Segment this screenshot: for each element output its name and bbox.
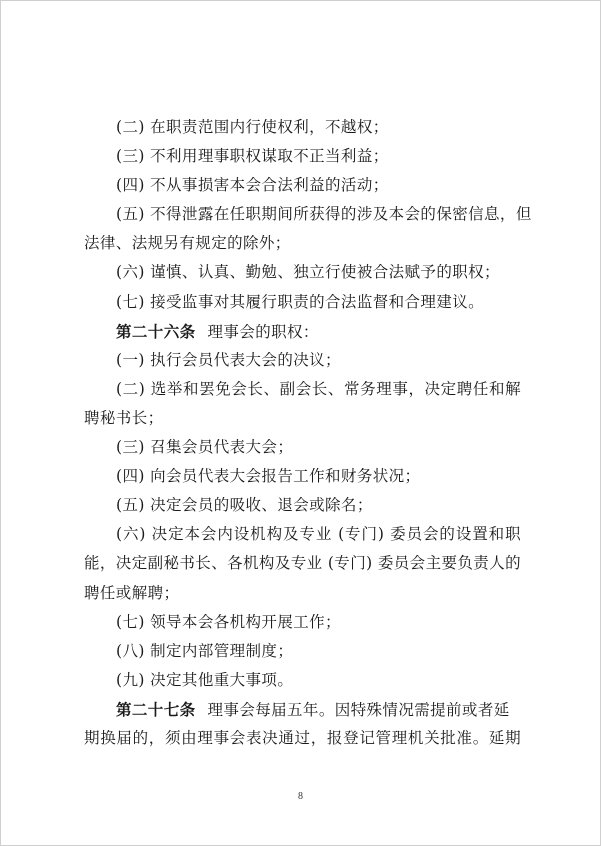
text-line: 能，决定副秘书长、各机构及专业 (专门) 委员会主要负责人的 (84, 554, 521, 573)
text-line: (八) 制定内部管理制度； (116, 641, 294, 660)
text-line: (五) 不得泄露在任职期间所获得的涉及本会的保密信息，但 (116, 205, 532, 224)
document-body (84, 113, 532, 753)
text-line: (七) 接受监事对其履行职责的合法监督和合理建议。 (116, 292, 485, 311)
text-line: (七) 领导本会各机构开展工作； (116, 612, 341, 631)
text-line: (二) 选举和罢免会长、副会长、常务理事，决定聘任和解 (116, 379, 521, 398)
text-line: (二) 在职责范围内行使权利，不越权； (116, 118, 389, 136)
text-line: (三) 召集会员代表大会； (116, 438, 294, 457)
article-26-heading: 第二十六条 理事会的职权： (116, 321, 319, 341)
text-line: (六) 决定本会内设机构及专业 (专门) 委员会的设置和职 (116, 525, 521, 544)
text-line: (四) 不从事损害本会合法利益的活动； (116, 176, 389, 195)
text-line: (五) 决定会员的吸收、退会或除名； (116, 496, 373, 515)
article-number: 第二十七条 (116, 699, 196, 719)
text-line: 法律、法规另有规定的除外； (84, 234, 291, 253)
text-line: (一) 执行会员代表大会的决议； (116, 350, 341, 369)
text-line: (三) 不利用理事职权谋取不正当利益； (116, 147, 389, 166)
text-line: (九) 决定其他重大事项。 (116, 670, 294, 689)
text-line: (六) 谨慎、认真、勤勉、独立行使被合法赋予的职权； (116, 263, 500, 282)
text-line: 聘秘书长； (84, 408, 164, 427)
article-number: 第二十六条 (116, 321, 196, 341)
text-line: 期换届的，须由理事会表决通过，报登记管理机关批准。延期 (84, 728, 521, 747)
page-number: 8 (298, 791, 303, 802)
text-line: (四) 向会员代表大会报告工作和财务状况； (116, 467, 421, 486)
text-line: 聘任或解聘； (84, 583, 180, 602)
article-27-heading: 第二十七条 理事会每届五年。因特殊情况需提前或者延 (116, 699, 510, 719)
